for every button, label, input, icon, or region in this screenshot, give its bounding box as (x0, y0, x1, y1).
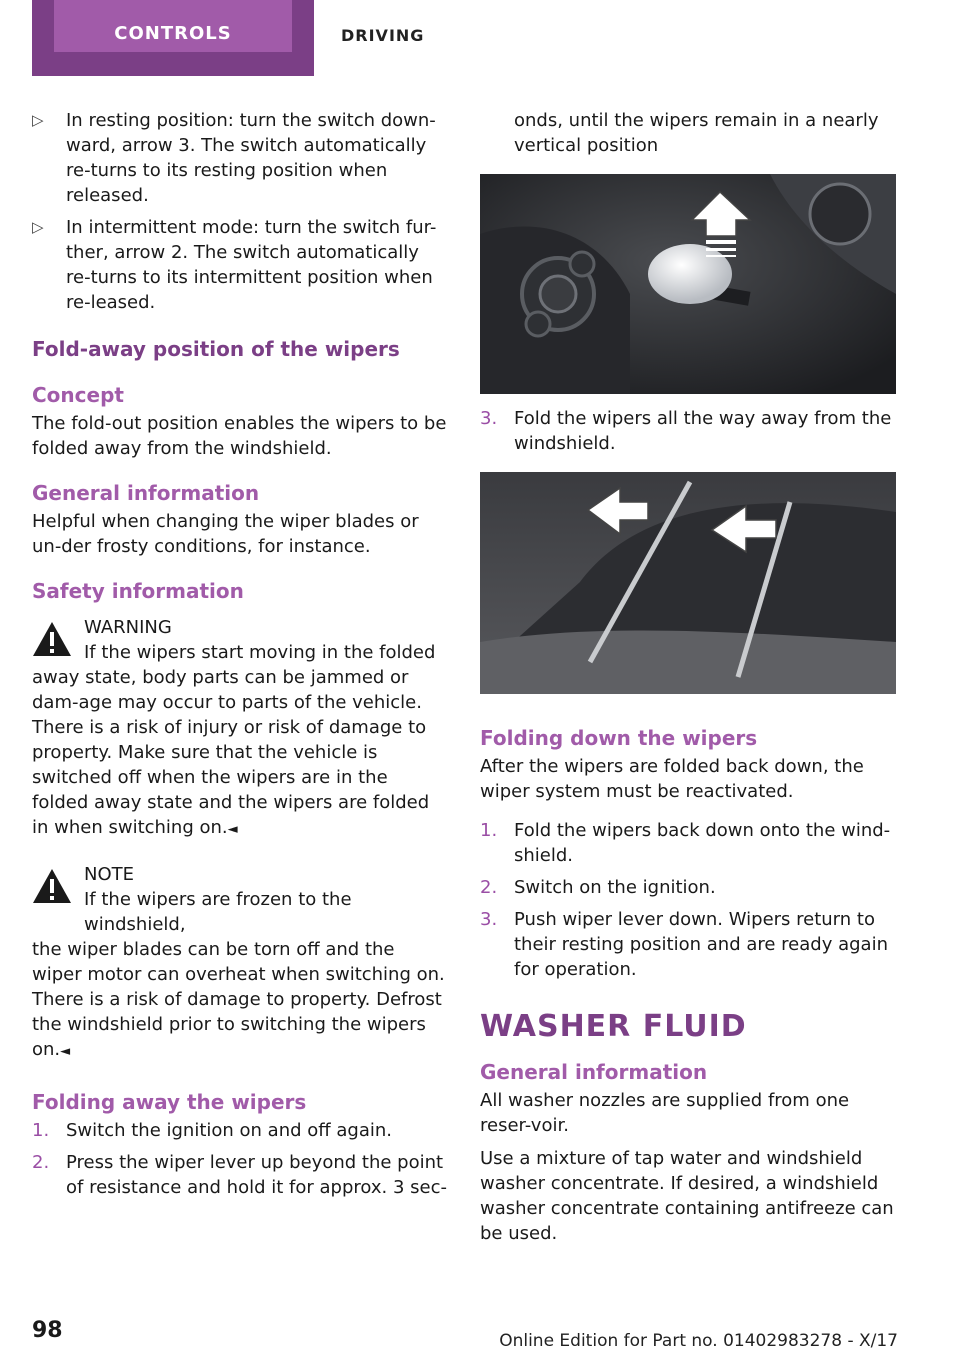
list-item-text: In intermittent mode: turn the switch fur-ther, arrow 2. The switch automatically re-turns to its intermittent position when re-leased. (66, 217, 437, 313)
warning-notice (32, 607, 448, 842)
end-mark-icon: ◄ (60, 1044, 71, 1059)
subheading-washer-general: General information (480, 1060, 708, 1084)
warning-text: away state, body parts can be jammed or dam-age may occur to parts of the vehicle. There is a risk of injury or risk of damage to property. Make sure that the vehicle is switched off when the wipers are in the folded away state and the wipers are folded in when switching on. (32, 667, 430, 838)
warning-text-block (32, 665, 448, 842)
warning-triangle-icon (32, 621, 72, 657)
list-item (480, 406, 896, 456)
subheading-folding-down: Folding down the wipers (480, 726, 758, 750)
note-first-line: If the wipers are frozen to the windshield, (84, 889, 352, 935)
section-heading-washer-fluid: WASHER FLUID (480, 1009, 747, 1044)
list-item (32, 1150, 448, 1200)
step-text: Switch the ignition on and off again. (66, 1120, 393, 1141)
bullet-triangle-icon: ▷ (32, 218, 44, 236)
end-mark-icon: ◄ (227, 822, 238, 837)
list-item-text: In resting position: turn the switch down-ward, arrow 3. The switch automatically re-turns to its resting position when released. (66, 110, 436, 206)
list-item (480, 818, 896, 868)
list-item (480, 907, 896, 982)
right-column (480, 108, 896, 1254)
step-number: 1. (480, 820, 498, 841)
left-column (32, 108, 448, 1207)
continued-text: onds, until the wipers remain in a nearly vertical position (514, 110, 879, 156)
warning-first-line: If the wipers start moving in the folded (84, 642, 436, 663)
washer-paragraph-1: All washer nozzles are supplied from one reser-voir. (480, 1090, 850, 1136)
list-item (32, 108, 448, 208)
folding-down-paragraph: After the wipers are folded back down, the wiper system must be reactivated. (480, 756, 864, 802)
general-paragraph: Helpful when changing the wiper blades or un-der frosty conditions, for instance. (32, 511, 419, 557)
step-number: 2. (480, 877, 498, 898)
header-tab-label: CONTROLS (54, 0, 292, 52)
bullet-triangle-icon: ▷ (32, 111, 44, 129)
subheading-concept: Concept (32, 383, 124, 407)
subheading-folding-away: Folding away the wipers (32, 1090, 307, 1114)
section-heading-fold-away: Fold-away position of the wipers (32, 337, 400, 361)
list-item (480, 875, 896, 900)
subheading-general-information: General information (32, 481, 260, 505)
step-number: 3. (480, 408, 498, 429)
subheading-safety-information: Safety information (32, 579, 244, 603)
step-text: Fold the wipers back down onto the wind-shield. (514, 820, 891, 866)
list-item (32, 215, 448, 315)
step-number: 2. (32, 1152, 50, 1173)
concept-paragraph: The fold-out position enables the wipers to be folded away from the windshield. (32, 413, 447, 459)
wiper-lever-photo (480, 174, 896, 394)
step-text: Push wiper lever down. Wipers return to their resting position and are ready again for operation. (514, 909, 888, 980)
warning-triangle-icon (32, 868, 72, 904)
note-text-block (32, 937, 448, 1064)
note-notice (32, 854, 448, 1064)
windshield-wipers-photo (480, 472, 896, 694)
step-text: Switch on the ignition. (514, 877, 716, 898)
step-number: 3. (480, 909, 498, 930)
step-number: 1. (32, 1120, 50, 1141)
note-text: the wiper blades can be torn off and the wiper motor can overheat when switching on. There is a risk of damage to property. Defrost the windshield prior to switching the wipers on. (32, 939, 445, 1060)
edition-note: Online Edition for Part no. 01402983278 - X/17 (499, 1331, 898, 1351)
warning-label: WARNING (84, 617, 172, 638)
header-section-label: DRIVING (341, 26, 425, 45)
header-tab-bar (32, 0, 314, 76)
step-text: Press the wiper lever up beyond the point of resistance and hold it for approx. 3 sec- (66, 1152, 447, 1198)
page-number: 98 (32, 1318, 63, 1343)
list-item (32, 1118, 448, 1143)
washer-paragraph-2: Use a mixture of tap water and windshield washer concentrate. If desired, a windshield washer concentrate containing antifreeze can be used. (480, 1148, 894, 1244)
step-text: Fold the wipers all the way away from the windshield. (514, 408, 892, 454)
note-label: NOTE (84, 864, 135, 885)
